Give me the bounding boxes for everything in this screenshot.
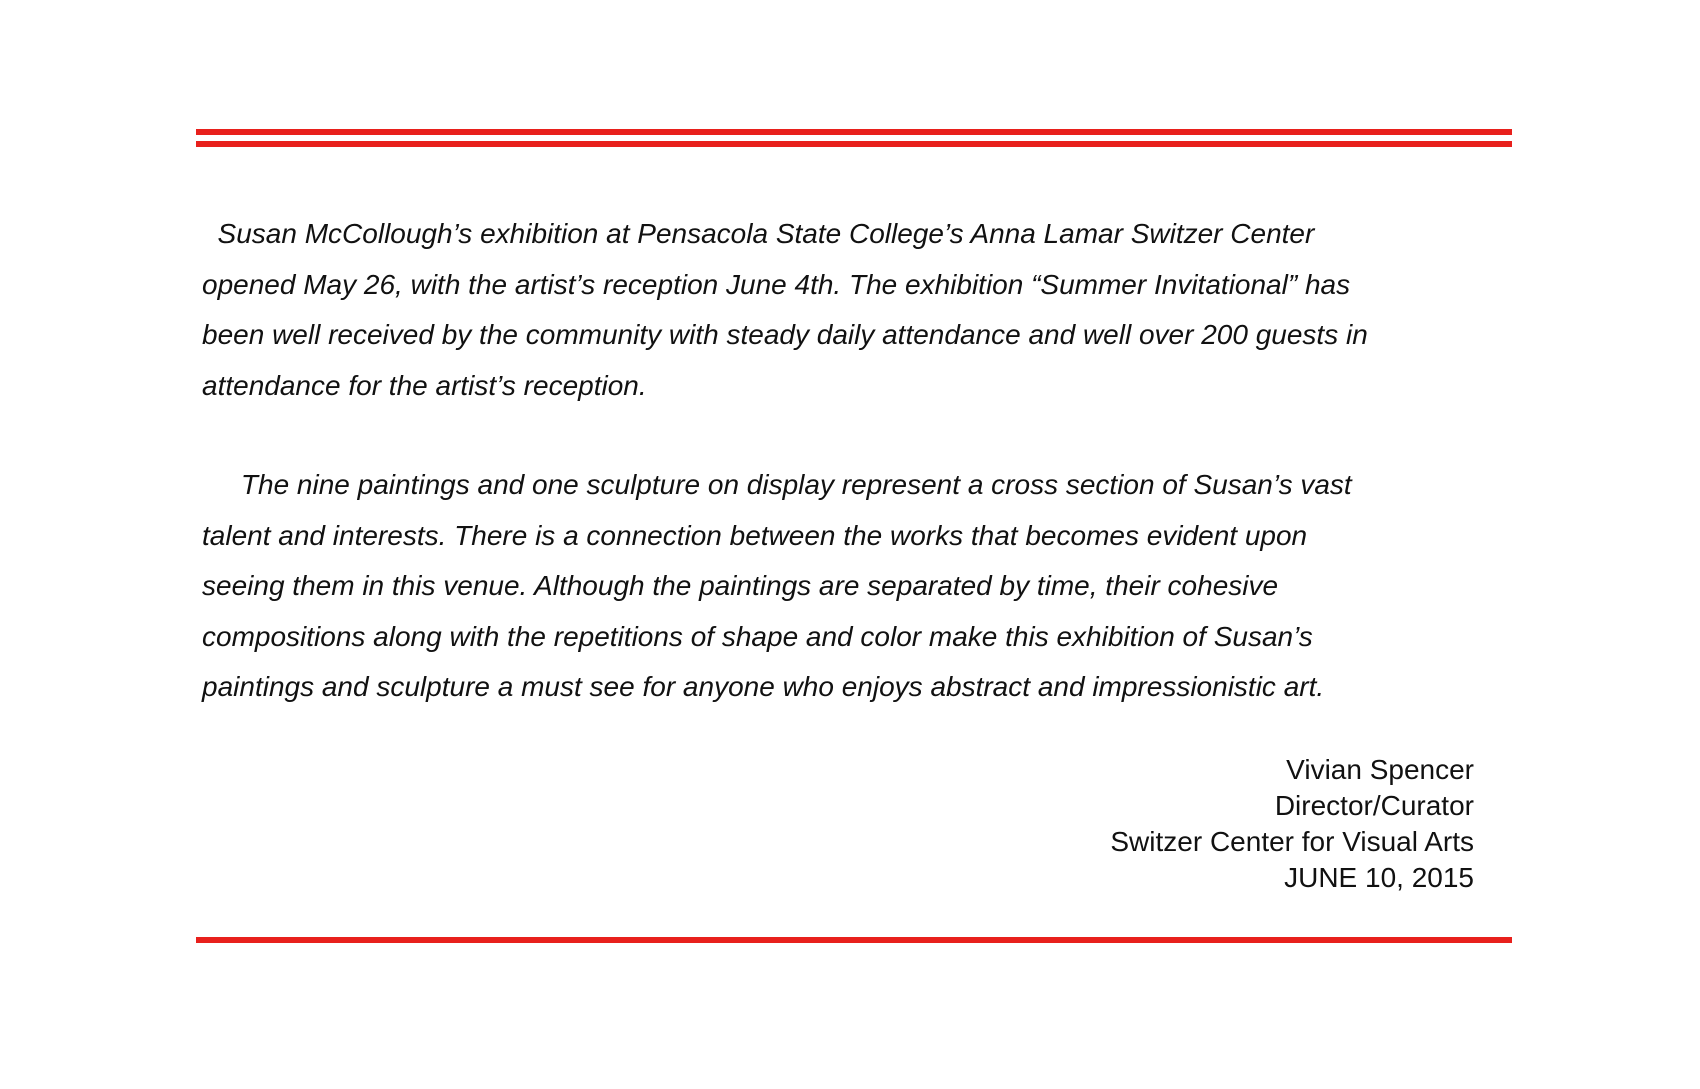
- signature-name: Vivian Spencer: [1286, 754, 1474, 785]
- top-rule-lower: [196, 141, 1512, 147]
- paragraph-line: The nine paintings and one sculpture on display represent a cross section of Susan’s vast: [202, 469, 1352, 500]
- paragraph-line: been well received by the community with steady daily attendance and well over 200 guests in: [202, 319, 1368, 350]
- signature-block: [1110, 752, 1474, 896]
- bottom-rule: [196, 937, 1512, 943]
- signature-title: Director/Curator: [1274, 790, 1474, 821]
- paragraph-works-description: [202, 460, 1502, 713]
- signature-date: JUNE 10, 2015: [1284, 862, 1474, 893]
- top-rule-upper: [196, 129, 1512, 135]
- paragraph-line: compositions along with the repetitions of shape and color make this exhibition of Susan’s: [202, 620, 1313, 652]
- paragraph-line: seeing them in this venue. Although the paintings are separated by time, their cohesive: [202, 570, 1279, 601]
- paragraph-exhibition-opening: [202, 209, 1502, 411]
- paragraph-line: attendance for the artist’s reception.: [202, 369, 647, 401]
- paragraph-line: Susan McCollough’s exhibition at Pensacola State College’s Anna Lamar Switzer Center: [202, 218, 1315, 249]
- paragraph-line: opened May 26, with the artist’s reception June 4th. The exhibition “Summer Invitational” has: [202, 268, 1351, 300]
- signature-organization: Switzer Center for Visual Arts: [1110, 826, 1474, 857]
- paragraph-line: paintings and sculpture a must see for anyone who enjoys abstract and impressionistic art.: [202, 671, 1325, 702]
- paragraph-line: talent and interests. There is a connection between the works that becomes evident upon: [202, 519, 1308, 551]
